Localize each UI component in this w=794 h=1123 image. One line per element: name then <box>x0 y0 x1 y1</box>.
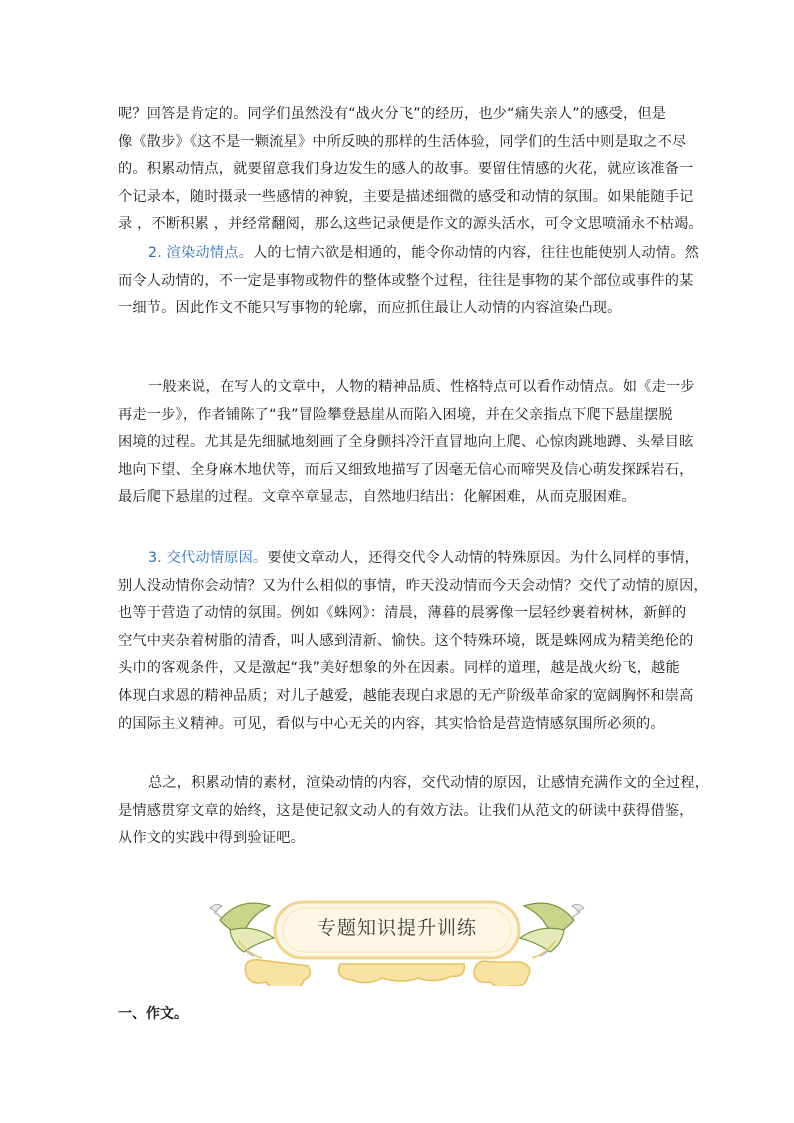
text-line: 地向下望、全身麻木地伏等，而后又细致地描写了因毫无信心而啼哭及信心萌发探踩岩石， <box>118 461 694 478</box>
text-line: 而令人动情的，不一定是事物或物件的整体或整个过程，往往是事物的某个部位或事件的某 <box>118 272 694 289</box>
text-line: 像《散步》《这不是一颗流星》中所反映的那样的生活体验，同学们的生活中则是取之不尽 <box>118 133 687 150</box>
text-line: 头巾的客观条件，又是激起“我”美好想象的外在因素。同样的道理，越是战火纷飞，越能 <box>118 660 680 677</box>
paragraph-accumulate-continuation <box>118 101 703 239</box>
text-segment: 总之，积累动情的素材，渲染动情的内容，交代动情的原因，让感情充满作文的全过程， <box>148 775 710 791</box>
banner-title: 专题知识提升训练 <box>316 917 477 939</box>
section-heading-essay: 一、作文。 <box>118 1006 188 1022</box>
point-heading-3: 3. 交代动情原因。 <box>148 550 268 566</box>
text-line: 再走一步》，作者铺陈了“我”冒险攀登悬崖从而陷入困境，并在父亲指点下爬下悬崖摆脱 <box>118 406 673 423</box>
text-line: 是情感贯穿文章的始终，这是使记叙文动人的有效方法。让我们从范文的研读中获得借鉴， <box>118 802 694 819</box>
paragraph-summary <box>118 770 710 853</box>
text-line-first <box>118 240 699 268</box>
text-line: 最后爬下悬崖的过程。文章卒章显志，自然地归结出：化解困难，从而克服困难。 <box>118 489 636 506</box>
text-line: 一细节。因此作文不能只写事物的轮廓，而应抓住最让人动情的内容渲染凸现。 <box>118 300 622 317</box>
text-line: 的国际主义精神。可见，看似与中心无关的内容，其实恰恰是营造情感氛围所必须的。 <box>118 715 665 732</box>
paragraph-example-step <box>118 374 695 512</box>
text-line: 体现白求恩的精神品质；对儿子越爱，越能表现白求恩的无产阶级革命家的宽阔胸怀和崇高 <box>118 687 694 704</box>
paragraph-render-emotion <box>118 240 699 323</box>
text-line-first <box>118 545 699 573</box>
text-line: 录 ，不断积累 ，并经常翻阅，那么这些记录便是作文的源头活水，可令文思喷涌永不枯竭。 <box>118 216 703 233</box>
text-line: 也等于营造了动情的氛围。例如《蛛网》：清晨，薄暮的晨雾像一层轻纱裹着树林，新鲜的 <box>118 605 687 622</box>
text-line-first <box>118 374 695 402</box>
text-line: 呢？回答是肯定的。同学们虽然没有“战火分飞”的经历，也少“痛失亲人”的感受，但是 <box>118 106 667 122</box>
text-segment: 要使文章动人，还得交代令人动情的特殊原因。为什么同样的事情， <box>267 550 699 566</box>
text-line: 别人没动情你会动情？又为什么相似的事情，昨天没动情而今天会动情？交代了动情的原因， <box>118 577 708 594</box>
text-line: 个记录本，随时摄录一些感情的神貌，主要是描述细微的感受和动情的氛围。如果能随手记 <box>118 188 694 205</box>
text-line: 从作文的实践中得到验证吧。 <box>118 830 306 847</box>
paragraph-explain-reason <box>118 545 708 738</box>
text-line: 空气中夹杂着树脂的清香，叫人感到清新、愉快。这个特殊环境，既是蛛网成为精美绝伦的 <box>118 632 694 649</box>
text-line: 困境的过程。尤其是先细腻地刻画了全身颤抖冷汗直冒地向上爬、心惊肉跳地蹲、头晕目眩 <box>118 434 694 451</box>
text-line: 的。积累动情点，就要留意我们身边发生的感人的故事。要留住情感的火花，就应该准备一 <box>118 161 694 178</box>
text-segment: 一般来说，在写人的文章中，人物的精神品质、性格特点可以看作动情点。如《走一步 <box>148 379 695 395</box>
section-banner <box>190 890 604 986</box>
text-segment: 人的七情六欲是相通的，能令你动情的内容，往往也能使别人动情。然 <box>252 245 699 261</box>
text-line-first <box>118 770 710 798</box>
point-heading-2: 2. 渲染动情点。 <box>148 245 253 261</box>
